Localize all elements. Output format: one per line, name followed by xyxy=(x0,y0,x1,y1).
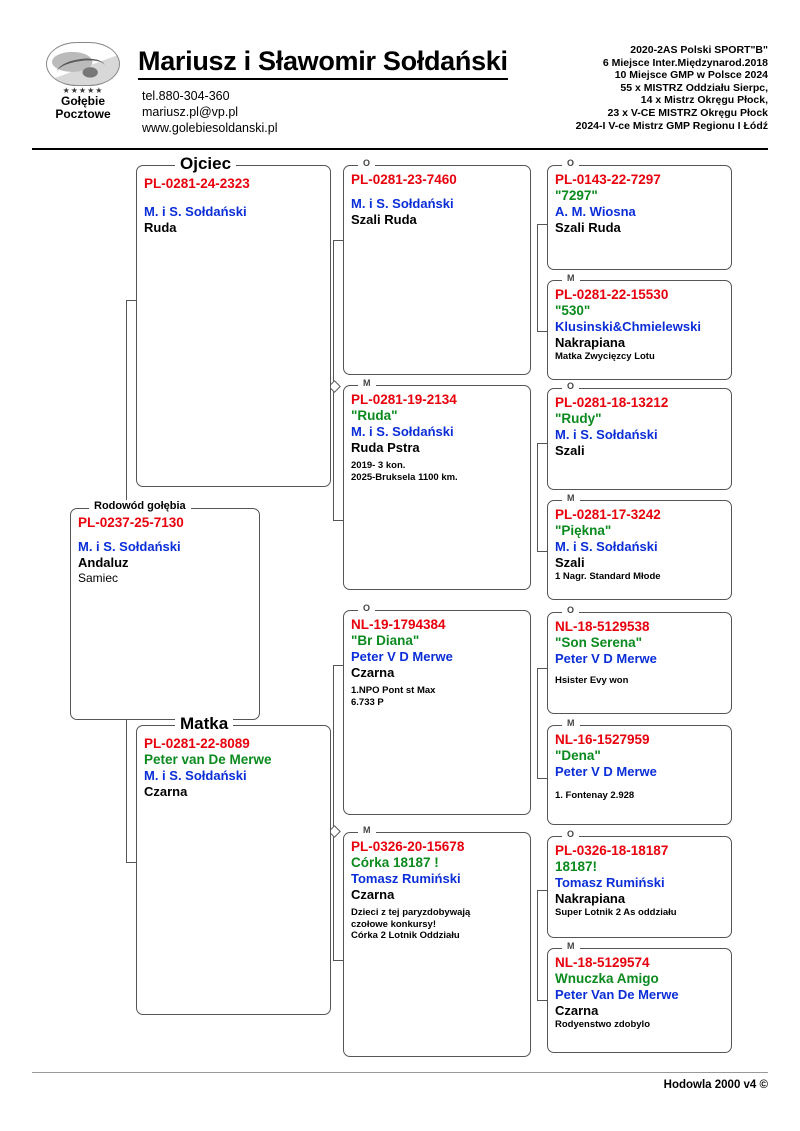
bird-color: Ruda xyxy=(144,220,177,235)
owner-name: Peter V D Merwe xyxy=(351,649,453,664)
pedigree-card-gen2-3[interactable] xyxy=(343,825,531,1057)
bird-name: Wnuczka Amigo xyxy=(555,971,659,986)
connector xyxy=(126,862,136,863)
owner-name: A. M. Wiosna xyxy=(555,204,636,219)
pedigree-card-gen2-2[interactable] xyxy=(343,603,531,815)
connector xyxy=(333,240,334,385)
bird-note: Samiec xyxy=(78,571,119,585)
bird-note: 2025-Bruksela 1100 km. xyxy=(351,471,458,483)
bird-name: "Rudy" xyxy=(555,411,602,426)
card-caption-sire: O xyxy=(562,381,579,391)
bird-color: Szali xyxy=(555,555,585,570)
bird-note: 1 Nagr. Standard Młode xyxy=(555,571,661,582)
bird-name: "Ruda" xyxy=(351,408,398,423)
ring-number: PL-0281-23-7460 xyxy=(351,172,457,187)
connector xyxy=(537,890,538,1000)
pedigree-card-gen3-5[interactable] xyxy=(547,718,732,825)
connector xyxy=(537,443,538,551)
bird-color: Szali xyxy=(555,443,585,458)
page-footer xyxy=(32,1072,768,1091)
connector xyxy=(126,300,136,301)
bird-color: Nakrapiana xyxy=(555,891,626,906)
ring-number: PL-0237-25-7130 xyxy=(78,515,184,530)
bird-color: Szali Ruda xyxy=(351,212,417,227)
bird-name: "Son Serena" xyxy=(555,635,643,650)
bird-color: Andaluz xyxy=(78,555,129,570)
card-caption-dam: M xyxy=(562,941,580,951)
bird-note: Hsister Evy won xyxy=(555,675,629,686)
breeder-logo xyxy=(40,42,126,126)
bird-name: "Dena" xyxy=(555,748,601,763)
owner-name: Klusinski&Chmielewski xyxy=(555,319,701,334)
bird-note: Dzieci z tej paryzdobywają xyxy=(351,907,471,918)
owner-name: Tomasz Rumiński xyxy=(351,871,461,886)
pedigree-card-gen3-7[interactable] xyxy=(547,941,732,1053)
card-caption-sire: O xyxy=(562,158,579,168)
pigeon-logo-icon xyxy=(46,42,120,86)
award-item: 23 x V-CE MISTRZ Okręgu Płock xyxy=(607,106,768,119)
bird-color: Czarna xyxy=(351,887,395,902)
ring-number: PL-0326-20-15678 xyxy=(351,839,465,854)
owner-name: Peter V D Merwe xyxy=(555,651,657,666)
owner-name: M. i S. Sołdański xyxy=(144,204,247,219)
owner-name: M. i S. Sołdański xyxy=(78,539,181,554)
award-item: 10 Miejsce GMP w Polsce 2024 xyxy=(614,69,768,82)
pedigree-card-gen2-1[interactable] xyxy=(343,378,531,590)
connector xyxy=(537,224,538,331)
owner-name: M. i S. Sołdański xyxy=(144,768,247,783)
bird-note: Córka 2 Lotnik Oddziału xyxy=(351,930,460,941)
logo-line-2: Pocztowe xyxy=(55,107,111,121)
bird-name: "530" xyxy=(555,303,591,318)
ring-number: PL-0281-22-8089 xyxy=(144,736,250,751)
award-item: 2024-I V-ce Mistrz GMP Regionu I Łódź xyxy=(575,119,768,132)
bird-name: "7297" xyxy=(555,188,598,203)
ring-number: PL-0281-18-13212 xyxy=(555,395,669,410)
connector xyxy=(537,668,538,778)
owner-name: M. i S. Sołdański xyxy=(555,427,658,442)
connector xyxy=(537,890,547,891)
bird-color: Ruda Pstra xyxy=(351,440,420,455)
ring-number: NL-18-5129574 xyxy=(555,955,650,970)
award-item: 55 x MISTRZ Oddziału Sierpc, xyxy=(620,81,768,94)
card-caption-dam: M xyxy=(562,493,580,503)
connector xyxy=(537,551,547,552)
ring-number: PL-0281-24-2323 xyxy=(144,176,250,191)
bird-color: Czarna xyxy=(351,665,395,680)
ring-number: PL-0143-22-7297 xyxy=(555,172,661,187)
connector xyxy=(333,665,334,830)
ring-number: NL-19-1794384 xyxy=(351,617,446,632)
ring-number: PL-0281-19-2134 xyxy=(351,392,457,407)
footer-text: Hodowla 2000 v4 © xyxy=(663,1079,768,1091)
pedigree-card-subject[interactable] xyxy=(70,500,260,720)
bird-name: Córka 18187 ! xyxy=(351,855,439,870)
card-caption-subject: Rodowód gołębia xyxy=(89,500,191,512)
bird-note: 1. Fontenay 2.928 xyxy=(555,790,635,801)
bird-note: czołowe konkursy! xyxy=(351,918,436,930)
card-caption-dam: M xyxy=(358,825,376,835)
stars-icon: ★★★★★ xyxy=(62,86,104,95)
connector xyxy=(537,1000,547,1001)
pedigree-card-father[interactable] xyxy=(136,154,331,487)
connector xyxy=(333,240,343,241)
connector xyxy=(537,224,547,225)
card-caption-dam: M xyxy=(562,273,580,283)
pedigree-card-gen3-6[interactable] xyxy=(547,829,732,938)
pedigree-card-gen3-0[interactable] xyxy=(547,158,732,270)
page-header xyxy=(32,40,768,150)
bird-name: "Br Diana" xyxy=(351,633,420,648)
bird-color: Nakrapiana xyxy=(555,335,626,350)
bird-name: "Piękna" xyxy=(555,523,612,538)
contact-website: www.golebiesoldanski.pl xyxy=(142,121,278,135)
bird-note: Super Lotnik 2 As oddziału xyxy=(555,907,677,918)
bird-note: Matka Zwycięzcy Lotu xyxy=(555,351,655,362)
connector xyxy=(537,443,547,444)
connector xyxy=(333,830,334,960)
card-caption-dam: M xyxy=(562,718,580,728)
owner-name: M. i S. Sołdański xyxy=(351,424,454,439)
bird-color: Czarna xyxy=(144,784,188,799)
pedigree-card-mother[interactable] xyxy=(136,714,331,1015)
card-caption-dam: M xyxy=(358,378,376,388)
pedigree-card-gen3-3[interactable] xyxy=(547,493,732,600)
awards-list xyxy=(468,44,768,132)
logo-line-1: Gołębie xyxy=(60,94,105,108)
card-caption-father: Ojciec xyxy=(175,154,236,174)
connector xyxy=(537,778,547,779)
ring-number: PL-0281-17-3242 xyxy=(555,507,661,522)
owner-name: Peter V D Merwe xyxy=(555,764,657,779)
card-caption-mother: Matka xyxy=(175,714,233,734)
ring-number: PL-0281-22-15530 xyxy=(555,287,669,302)
connector xyxy=(333,520,343,521)
connector xyxy=(333,960,343,961)
bird-name: 18187! xyxy=(555,859,598,874)
award-item: 2020-2AS Polski SPORT"B" xyxy=(630,44,768,56)
card-caption-sire: O xyxy=(358,158,375,168)
contact-email: mariusz.pl@vp.pl xyxy=(142,105,239,119)
connector xyxy=(333,385,334,520)
bird-note: 6.733 P xyxy=(351,696,384,708)
award-item: 14 x Mistrz Okręgu Płock, xyxy=(640,94,768,107)
pedigree-card-gen3-4[interactable] xyxy=(547,605,732,714)
pedigree-card-gen3-2[interactable] xyxy=(547,381,732,490)
ring-number: NL-18-5129538 xyxy=(555,619,650,634)
bird-note: Rodyenstwo zdobylo xyxy=(555,1019,650,1030)
owner-name: M. i S. Sołdański xyxy=(351,196,454,211)
ring-number: NL-16-1527959 xyxy=(555,732,650,747)
owner-name: Tomasz Rumiński xyxy=(555,875,665,890)
owner-name: Peter Van De Merwe xyxy=(555,987,679,1002)
bird-color: Szali Ruda xyxy=(555,220,621,235)
pedigree-card-gen2-0[interactable] xyxy=(343,158,531,375)
connector xyxy=(537,668,547,669)
award-item: 6 Miejsce Inter.Międzynarod.2018 xyxy=(602,56,768,69)
bird-color: Czarna xyxy=(555,1003,599,1018)
pedigree-card-gen3-1[interactable] xyxy=(547,273,732,380)
connector xyxy=(537,331,547,332)
card-caption-sire: O xyxy=(562,605,579,615)
contact-phone: tel.880-304-360 xyxy=(142,89,230,103)
bird-note: 1.NPO Pont st Max xyxy=(351,685,436,696)
card-caption-sire: O xyxy=(562,829,579,839)
ring-number: PL-0326-18-18187 xyxy=(555,843,669,858)
bird-note: 2019- 3 kon. xyxy=(351,460,406,471)
bird-name: Peter van De Merwe xyxy=(144,752,272,767)
owner-name: M. i S. Sołdański xyxy=(555,539,658,554)
card-caption-sire: O xyxy=(358,603,375,613)
page-title: Mariusz i Sławomir Sołdański xyxy=(138,46,508,80)
contact-block xyxy=(142,88,278,136)
connector xyxy=(333,665,343,666)
